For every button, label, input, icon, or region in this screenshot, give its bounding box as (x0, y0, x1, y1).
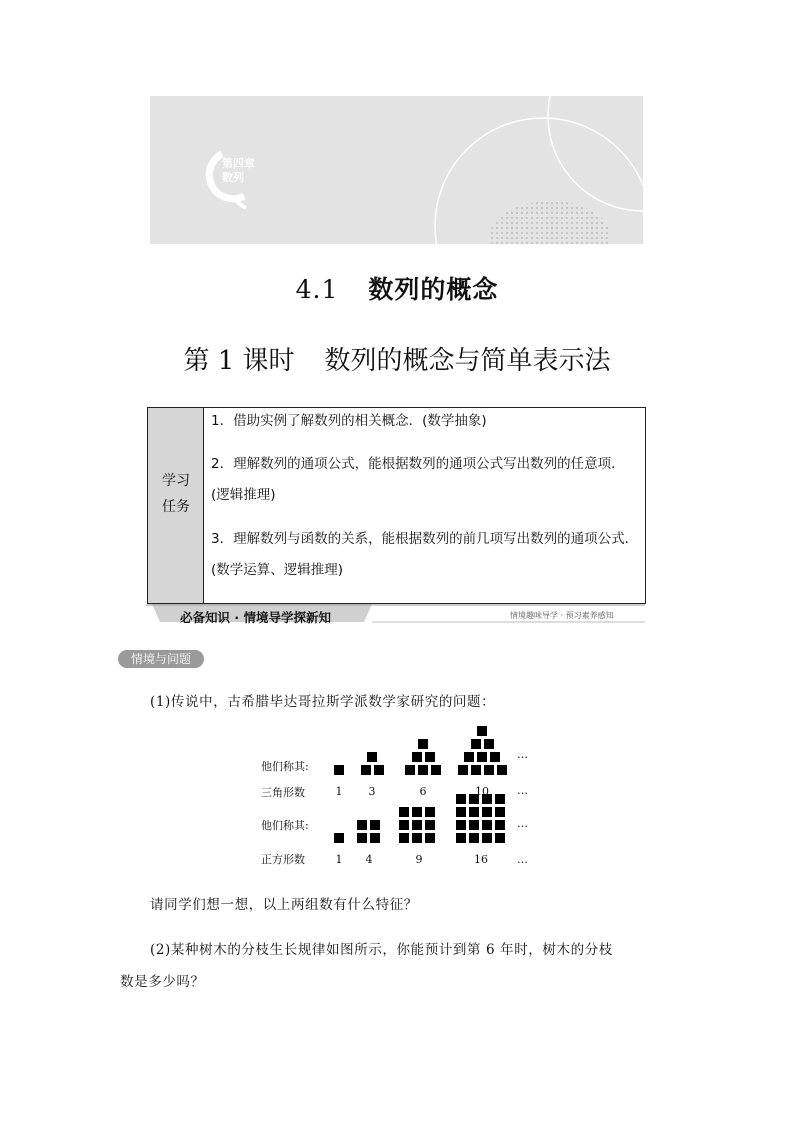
tasks-label-cell (148, 408, 204, 603)
square-dot (357, 833, 367, 843)
square-dot (399, 820, 409, 830)
square-dot (469, 820, 479, 830)
problem-2-line-1: (2)某种树木的分枝生长规律如图所示，你能预计到第 6 年时，树木的分枝 (150, 942, 613, 958)
situation-tag: 情境与问题 (118, 650, 204, 668)
chapter-number: 第四章 (222, 157, 255, 170)
square-dot (495, 807, 505, 817)
triangular-dot (405, 765, 415, 775)
square-dot (482, 807, 492, 817)
square-dot (482, 820, 492, 830)
section-number: 4.1 (295, 275, 339, 304)
triangular-dot (374, 765, 384, 775)
square-dot (456, 833, 466, 843)
square-dot (425, 820, 435, 830)
square-label-2: 正方形数 (261, 853, 305, 866)
triangular-label-1: 他们称其: (261, 760, 309, 773)
triangular-dot (361, 765, 371, 775)
triangular-dot (425, 752, 435, 762)
triangular-label-2: 三角形数 (261, 786, 305, 799)
triangular-number: 3 (368, 785, 376, 798)
square-dot (456, 807, 466, 817)
triangular-dot (497, 765, 507, 775)
triangular-dot (477, 726, 487, 736)
triangular-dot (334, 765, 344, 775)
triangular-dot (484, 739, 494, 749)
section-title (0, 270, 794, 306)
chapter-name: 数列 (222, 171, 244, 184)
square-dot (357, 820, 367, 830)
triangular-dot (418, 765, 428, 775)
square-dot (469, 833, 479, 843)
triangular-dot (412, 752, 422, 762)
triangular-dot (418, 739, 428, 749)
ribbon-subtitle: 情境趣味导学 · 预习素养感知 (510, 611, 614, 620)
task-item-1: 1．借助实例了解数列的相关概念．(数学抽象) (211, 413, 487, 429)
problem-2-line-2: 数是多少吗？ (120, 974, 205, 990)
square-dot (425, 807, 435, 817)
ellipsis: … (517, 817, 528, 830)
task-item-2: 2．理解数列的通项公式，能根据数列的通项公式写出数列的任意项．(逻辑推理) (211, 456, 625, 503)
triangular-dot (484, 765, 494, 775)
triangular-dot (477, 752, 487, 762)
square-dot (399, 833, 409, 843)
ellipsis: … (517, 784, 528, 797)
square-number: 1 (335, 853, 343, 866)
square-dot (412, 820, 422, 830)
triangular-dot (471, 765, 481, 775)
triangular-number: 1 (335, 785, 343, 798)
square-number: 4 (365, 853, 373, 866)
learning-tasks-table (147, 407, 646, 604)
triangular-dot (367, 752, 377, 762)
chapter-badge (222, 157, 282, 185)
square-label-1: 他们称其: (261, 819, 309, 832)
square-dot (456, 794, 466, 804)
square-dot (495, 820, 505, 830)
ellipsis: … (517, 748, 528, 761)
square-dot (495, 833, 505, 843)
square-dot (482, 833, 492, 843)
square-dot (370, 820, 380, 830)
ellipsis: … (517, 853, 528, 866)
square-dot (334, 833, 344, 843)
problem-1-text: (1)传说中，古希腊毕达哥拉斯学派数学家研究的问题： (150, 694, 496, 710)
square-dot (370, 833, 380, 843)
question-1-text: 请同学们想一想，以上两组数有什么特征？ (150, 897, 418, 913)
triangular-number: 10 (475, 785, 489, 798)
square-dot (412, 807, 422, 817)
lesson-name: 数列的概念与简单表示法 (324, 346, 611, 376)
section-name: 数列的概念 (368, 275, 499, 304)
triangular-dot (471, 739, 481, 749)
square-dot (412, 833, 422, 843)
square-number: 9 (415, 853, 423, 866)
tasks-label-line2: 任务 (162, 499, 190, 515)
triangular-dot (464, 752, 474, 762)
lesson-title (0, 340, 794, 377)
square-dot (399, 807, 409, 817)
task-item-3: 3．理解数列与函数的关系，能根据数列的前几项写出数列的通项公式．(数学运算、逻辑推理) (211, 531, 639, 578)
triangular-dot (431, 765, 441, 775)
square-dot (456, 820, 466, 830)
lesson-prefix: 第 1 课时 (183, 346, 295, 376)
square-dot (469, 807, 479, 817)
triangular-dot (458, 765, 468, 775)
triangular-dot (490, 752, 500, 762)
tasks-label-line1: 学习 (162, 473, 190, 489)
square-number: 16 (474, 853, 488, 866)
triangular-number: 6 (419, 785, 427, 798)
square-dot (425, 833, 435, 843)
ribbon-label: 必备知识 · 情境导学探新知 (180, 610, 331, 625)
